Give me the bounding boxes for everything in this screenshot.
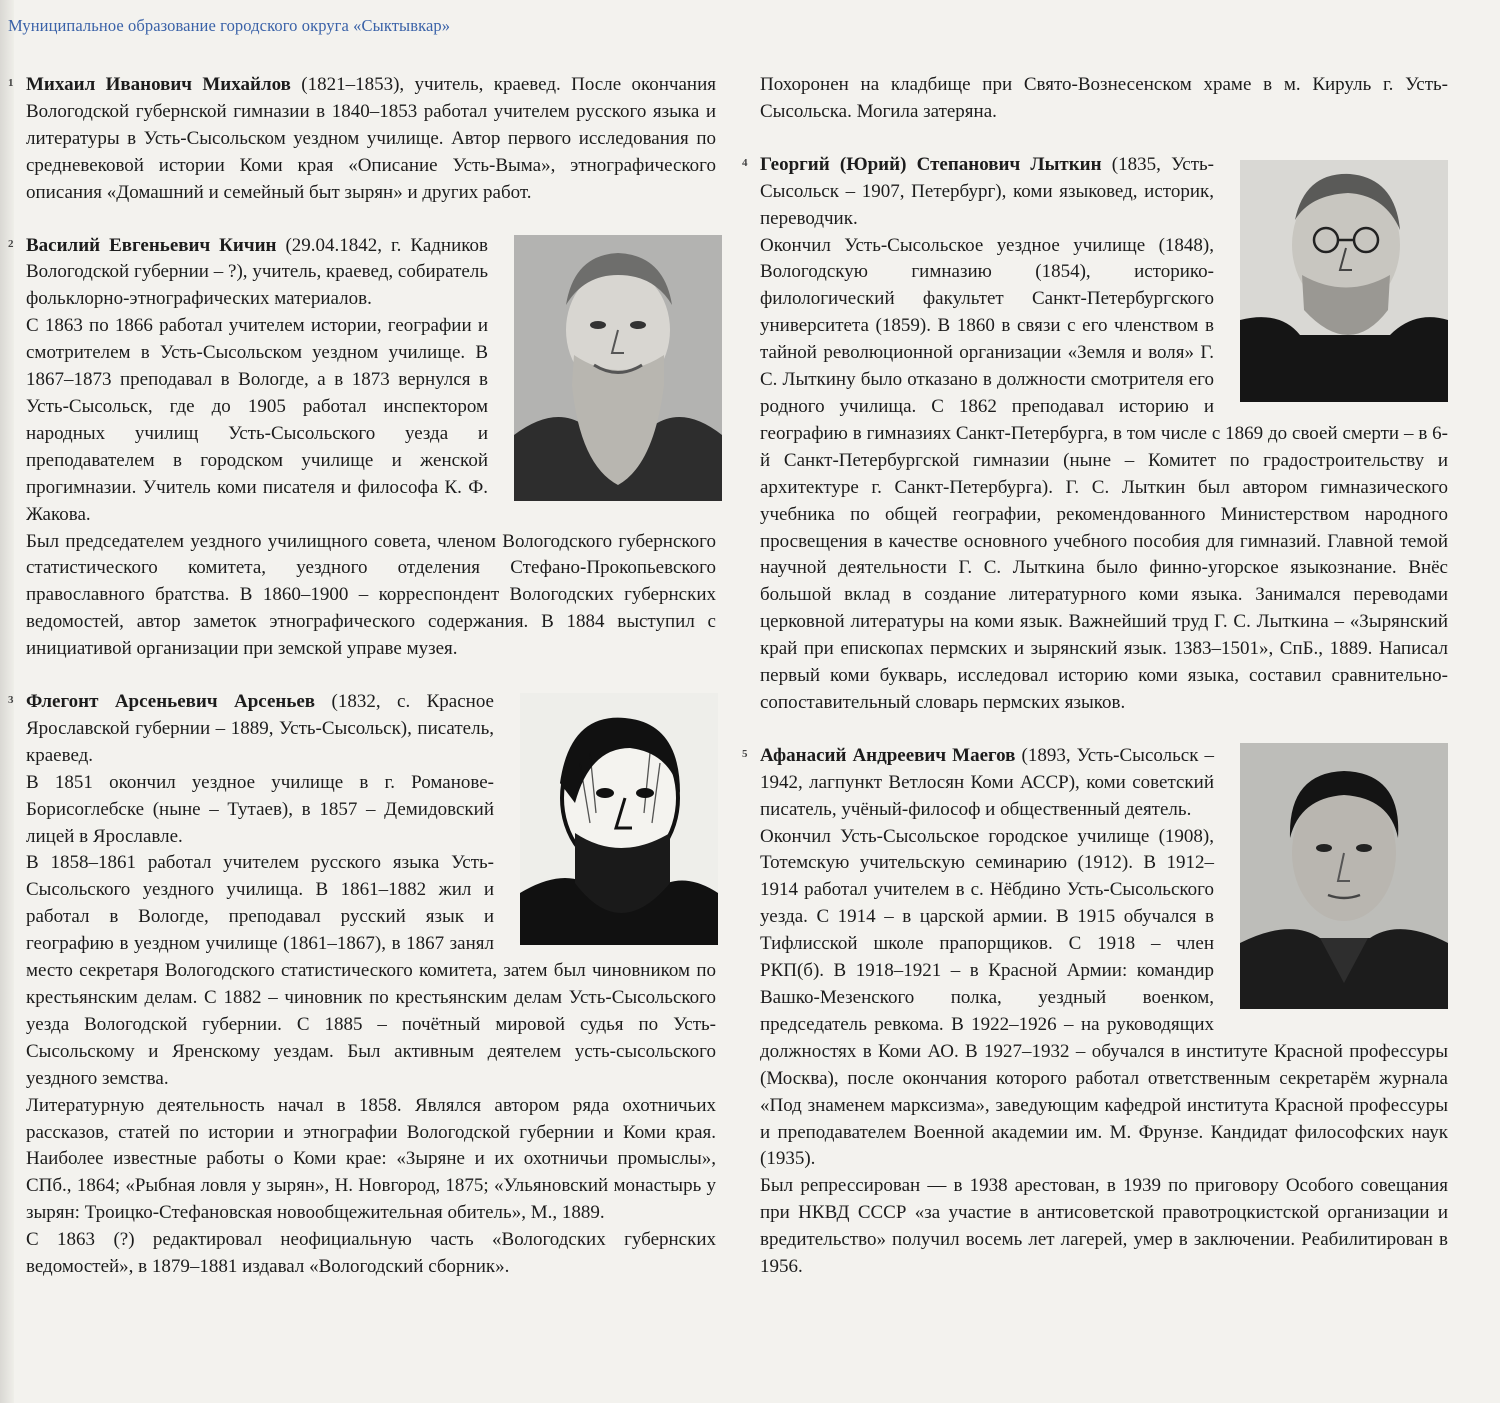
entry-arsenyev-continuation	[760, 72, 1448, 126]
entry-paragraph: Окончил Усть-Сысольское городское училище (1908), Тотемскую учительскую семинарию (1912). В 1912–1914 работал учителем в с. Нёбдино Усть-Сысольского уезда. С 1914 – в царской армии. В 1915 обучался в Тифлисской школе прапорщиков. С 1918 – член РКП(б). В 1918–1921 – в Красной Армии: командир Вашко-Мезенского полка, уездный военком, председатель ревкома. В 1922–1926 – на руководящих должностях в Коми АО. В 1927–1932 – обучался в институте Красной профессуры (Москва), после окончания которого работал ответственным секретарём журнала «Под знаменем марксизма», заведующим кафедрой института Красной профессуры и преподавателем Военной академии им. М. Фрунзе. Кандидат философских наук (1935).	[760, 825, 1448, 1170]
portrait-lytkin	[1240, 160, 1448, 402]
entry-maegov	[742, 743, 1448, 1281]
footnote-marker: 3	[8, 694, 14, 707]
entry-text: (1832, с. Красное Ярославской губернии – 1889, Усть-Сысольск), писатель, краевед.	[26, 691, 494, 766]
entry-paragraph: С 1863 (?) редактировал неофициальную часть «Вологодских губернских ведомостей», в 1879–1881 издавал «Вологодский сборник».	[26, 1229, 716, 1278]
portrait-kichin	[514, 235, 722, 501]
right-column	[742, 72, 1448, 1281]
entry-text: (1835, Усть-Сысольск – 1907, Петербург), коми языковед, историк, переводчик.	[760, 153, 1214, 229]
left-column	[8, 72, 717, 1281]
footnote-marker: 5	[742, 747, 748, 760]
person-name: Афанасий Андреевич Маегов	[760, 744, 1016, 766]
entry-paragraph: С 1863 по 1866 работал учителем истории, географии и смотрителем в Усть-Сысольском уездном училище. В 1867–1873 преподавал в Вологде, а в 1873 вернулся в Усть-Сысольск, где до 1905 работал инспектором народных училищ Усть-Сысольского уезда и преподавателем в городском училище и женской прогимназии. Учитель коми писателя и философа К. Ф. Жакова.	[26, 315, 488, 525]
entry-text: (1893, Усть-Сысольск – 1942, лагпункт Ветлосян Коми АССР), коми советский писатель, учёный-философ и общественный деятель.	[760, 744, 1214, 820]
entry-paragraph: В 1851 окончил уездное училище в г. Романове-Борисоглебске (ныне – Тутаев), в 1857 – Демидовский лицей в Ярославле.	[26, 771, 494, 847]
footnote-marker: 4	[742, 156, 748, 169]
person-name: Флегонт Арсеньевич Арсеньев	[26, 691, 316, 713]
entry-text: (29.04.1842, г. Кадников Вологодской губернии – ?), учитель, краевед, собиратель фольклорно-этнографических материалов.	[26, 234, 488, 310]
entry-paragraph: Окончил Усть-Сысольское уездное училище (1848), Вологодскую гимназию (1854), историко-филологический факультет Санкт-Петербургского университета (1859). В 1860 в связи с его членством в тайной революционной организации «Земля и воля» Г. С. Лыткину было отказано в должности смотрителя его родного училища. С 1862 преподавал историю и географию в гимназиях Санкт-Петербурга, в том числе с 1869 до своей смерти – в 6-й Санкт-Петербургской гимназии (ныне – Комитет по градостроительству и архитектуре г. Санкт-Петербурга). Г. С. Лыткин был автором гимназического учебника по общей географии, рекомендованного Министерством народного просвещения в качестве основного учебного пособия для гимназий. Главной темой научной деятельности Г. С. Лыткина было финно-угорское языкознание. Внёс большой вклад в создание литературного коми языка. Занимался переводами церковной литературы на коми язык. Важнейший труд Г. С. Лыткина – «Зырянский край при епископах пермских и зырянский язык. 1383–1501», СпБ., 1889. Написал первый коми букварь, исследовал историю коми языка, составил сравнительно-сопоставительный словарь пермских языков.	[760, 234, 1448, 713]
entry-paragraph: Литературную деятельность начал в 1858. Являлся автором ряда охотничьих рассказов, статей по истории и этнографии Вологодской губернии и Коми края. Наиболее известные работы о Коми крае: «Зыряне и их охотничьи промыслы», СПб., 1864; «Рыбная ловля у зырян», Н. Новгород, 1875; «Ульяновский монастырь у зырян: Троицко-Стефановская новообщежительная обитель», М., 1889.	[26, 1094, 716, 1224]
entry-lytkin	[742, 152, 1448, 717]
person-name: Василий Евгеньевич Кичин	[26, 234, 277, 256]
entry-paragraph: Был репрессирован — в 1938 арестован, в 1939 по приговору Особого совещания при НКВД СССР «за участие в антисоветской правотроцкистской организации и вредительство» получил восемь лет лагерей, умер в заключении. Реабилитирован в 1956.	[760, 1175, 1448, 1278]
entry-kichin	[8, 233, 716, 664]
entry-arsenyev	[8, 689, 716, 1281]
person-name: Михаил Иванович Михайлов	[26, 74, 291, 95]
entry-mikhailov	[8, 72, 717, 207]
footnote-marker: 2	[8, 237, 14, 250]
footnote-marker: 1	[8, 77, 14, 89]
portrait-maegov	[1240, 743, 1448, 1009]
entry-paragraph: В 1858–1861 работал учителем русского языка Усть-Сысольского уездного училища. В 1861–1882 жил и работал в Вологде, преподавал русский язык и географию в уездном училище (1861–1867), в 1867 занял место секретаря Вологодского статистического комитета, затем был чиновником по крестьянским делам. С 1882 – чиновник по крестьянским делам Усть-Сысольского уезда Вологодской губернии. С 1885 – почётный мировой судья по Усть-Сысольскому и Яренскому уездам. Был активным деятелем усть-сысольского уездного земства.	[26, 852, 716, 1089]
page-header: Муниципальное образование городского округа «Сыктывкар»	[8, 16, 451, 35]
entry-paragraph: Был председателем уездного училищного совета, членом Вологодского губернского статистического комитета, уездного отделения Стефано-Прокопьевского православного братства. В 1860–1900 – корреспондент Вологодских губернских ведомостей, автор заметок этнографического содержания. В 1884 выступил с инициативой организации при земской управе музея.	[26, 530, 716, 660]
person-name: Георгий (Юрий) Степанович Лыткин	[760, 153, 1102, 175]
portrait-arsenyev	[520, 693, 718, 945]
continuation-text: Похоронен на кладбище при Свято-Вознесенском храме в м. Кируль г. Усть-Сысольска. Могила затеряна.	[760, 74, 1448, 122]
entry-text: (1821–1853), учитель, краевед. После окончания Вологодской губернской гимназии в 1840–1853 работал учителем русского языка и литературы в Усть-Сысольском уездном училище. Автор первого исследования по средневековой истории Коми края «Описание Усть-Выма», этнографического описания «Домашний и семейный быт зырян» и других работ.	[26, 74, 717, 203]
